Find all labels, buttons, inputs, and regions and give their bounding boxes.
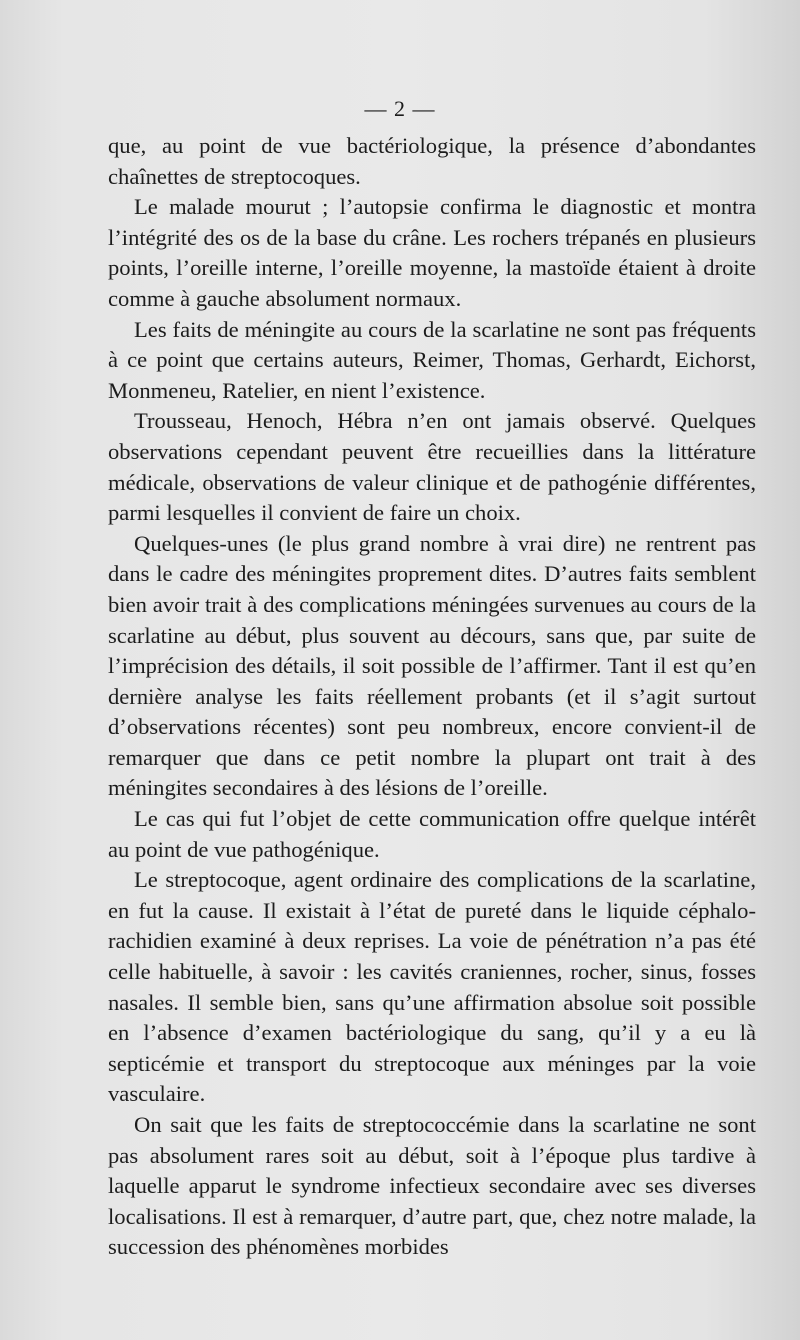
paragraph-autopsy: Le malade mourut ; l’autopsie confirma le diagnostic et montra l’intégrité des os de la base du crâne. Les rochers trépanés en plusieurs points, l’oreille interne, l’oreille moyenne, la mastoïde étaient à droite comme à gauche absolument normaux. — [108, 194, 756, 311]
page-number: — 2 — — [364, 96, 436, 121]
paragraph-streptococcus: Le streptocoque, agent ordinaire des complications de la scarlatine, en fut la cause. Il existait à l’état de pureté dans le liquide céphalo-rachidien examiné à deux reprises. La voie de pénétration n’a pas été celle habituelle, à savoir : les cavités craniennes, rocher, sinus, fosses nasales. Il semble bien, sans qu’une affirmation absolue soit possible en l’absence d’examen bactériologique du sang, qu’il y a eu là septicémie et transport du streptocoque aux méninges par la voie vasculaire. — [108, 867, 756, 1107]
text-body — [108, 131, 756, 1263]
paragraph-frequency: Les faits de méningite au cours de la scarlatine ne sont pas fréquents à ce point que certains auteurs, Reimer, Thomas, Gerhardt, Eichorst, Monmeneu, Ratelier, en nient l’existence. — [108, 316, 756, 403]
paragraph-streptococcemia: On sait que les faits de streptococcémie dans la scarlatine ne sont pas absolument rares soit au début, soit à l’époque plus tardive à laquelle apparut le syndrome infectieux secondaire avec ses diverses localisations. Il est à remarquer, d’autre part, que, chez notre malade, la succession des phénomènes morbides — [108, 1112, 756, 1260]
paragraph-observations: Trousseau, Henoch, Hébra n’en ont jamais observé. Quelques observations cependant peuvent être recueillies dans la littérature médicale, observations de valeur clinique et de pathogénie différentes, parmi lesquelles il convient de faire un choix. — [108, 408, 756, 526]
paragraph-continuation: que, au point de vue bactériologique, la présence d’abondantes chaînettes de streptocoques. — [108, 133, 756, 189]
paragraph-case-interest: Le cas qui fut l’objet de cette communication offre quelque intérêt au point de vue pathogénique. — [108, 806, 756, 862]
paragraph-classification: Quelques-unes (le plus grand nombre à vrai dire) ne rentrent pas dans le cadre des méningites proprement dites. D’autres faits semblent bien avoir trait à des complications méningées survenues au cours de la scarlatine au début, plus souvent au décours, sans que, par suite de l’imprécision des détails, il soit possible de l’affirmer. Tant il est qu’en dernière analyse les faits réellement probants (et il s’agit surtout d’observations récentes) sont peu nombreux, encore convient-il de remarquer que dans ce petit nombre la plupart ont trait à des méningites secondaires à des lésions de l’oreille. — [108, 530, 756, 801]
